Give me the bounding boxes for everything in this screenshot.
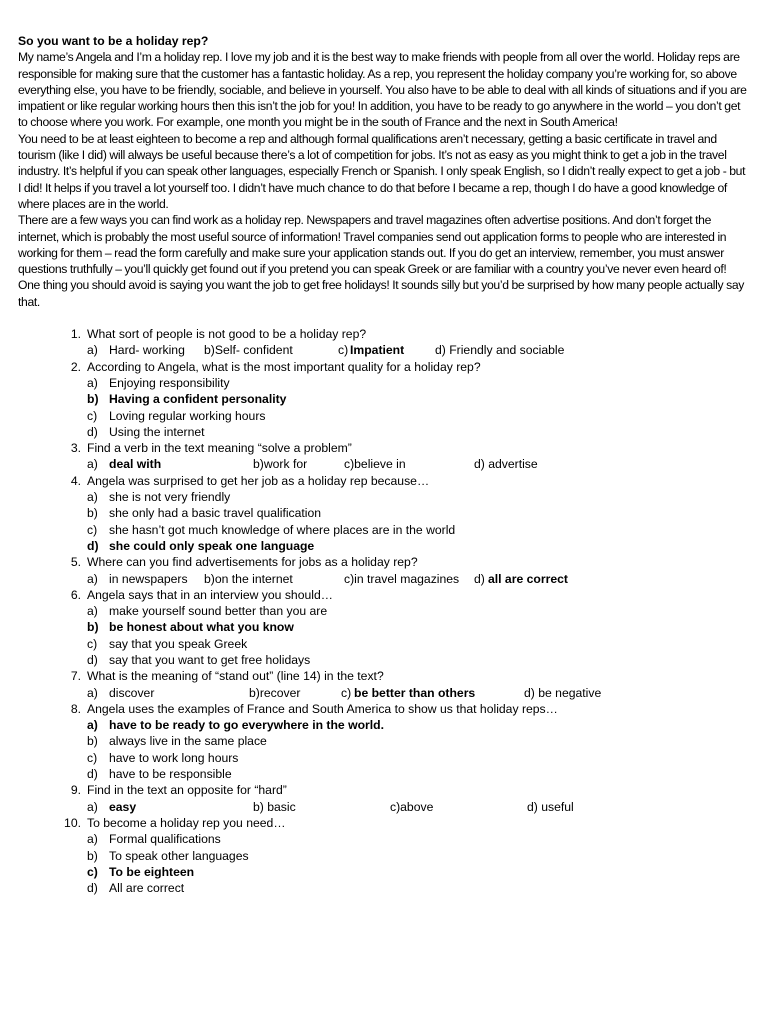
- option-c: [64, 636, 750, 652]
- question-7: [64, 668, 750, 684]
- option-a: Hard- working: [109, 343, 185, 358]
- option-c: c)in travel magazines: [344, 571, 460, 586]
- option-text: have to be responsible: [109, 767, 232, 782]
- option-letter: b): [87, 620, 99, 635]
- question-number: 3.: [70, 441, 81, 456]
- option-text: Formal qualifications: [109, 832, 221, 847]
- option-text: she could only speak one language: [109, 538, 315, 553]
- question-text: Angela uses the examples of France and South America to show us that holiday reps…: [87, 701, 558, 716]
- option-b: b)work for: [253, 457, 308, 472]
- question-text: According to Angela, what is the most important quality for a holiday rep?: [87, 359, 481, 374]
- option-text: make yourself sound better than you are: [109, 604, 328, 619]
- paragraph-3: There are a few ways you can find work as a holiday rep. Newspapers and travel magazines often advertise positions. And don’t forget the internet, which is probably the most useful source of information! Travel companies send out application forms to people who are interested in working for them – read the form carefully and make sure your application stands out. If you do get an interview, remember, you must answer questions truthfully – you’ll quickly get found out if you pretend you can speak Greek or are familiar with a country you’ve never even heard of! One thing you should avoid is saying you want the job to get free holidays! It sounds silly but you’d be surprised by how many people actually say that.: [18, 213, 744, 309]
- option-b: b)recover: [249, 685, 301, 700]
- question-text: Find a verb in the text meaning “solve a problem”: [87, 441, 352, 456]
- question-2: [64, 359, 750, 375]
- question-7-options: [64, 685, 750, 701]
- option-text: Loving regular working hours: [109, 408, 266, 423]
- option-letter: a): [87, 571, 98, 586]
- option-a-answer: deal with: [109, 457, 162, 472]
- option-letter: c): [87, 750, 98, 765]
- question-text: What is the meaning of “stand out” (line 14) in the text?: [87, 669, 384, 684]
- question-9-options: [64, 799, 750, 815]
- question-number: 4.: [70, 473, 81, 488]
- option-a: [64, 831, 750, 847]
- question-number: 5.: [70, 555, 81, 570]
- option-text: have to work long hours: [109, 750, 239, 765]
- option-c: [64, 408, 750, 424]
- option-letter: a): [87, 718, 98, 733]
- option-letter: a): [87, 343, 98, 358]
- option-letter: c): [87, 636, 98, 651]
- option-a: [64, 603, 750, 619]
- option-letter: d): [87, 767, 98, 782]
- question-number: 9.: [70, 783, 81, 798]
- option-b-answer: [64, 619, 750, 635]
- option-d: [64, 424, 750, 440]
- option-c: c)believe in: [344, 457, 406, 472]
- document-title: So you want to be a holiday rep?: [18, 34, 209, 48]
- option-text: To be eighteen: [109, 864, 195, 879]
- option-d-answer: [64, 538, 750, 554]
- question-text: Angela says that in an interview you should…: [87, 587, 333, 602]
- option-letter: a): [87, 832, 98, 847]
- option-a: discover: [109, 685, 155, 700]
- option-letter: a): [87, 799, 98, 814]
- option-b: [64, 733, 750, 749]
- option-c-letter: c): [338, 343, 349, 358]
- option-b: b)on the internet: [204, 571, 293, 586]
- option-a: [64, 375, 750, 391]
- option-letter: d): [87, 881, 98, 896]
- option-d: d) advertise: [474, 457, 538, 472]
- question-8: [64, 701, 750, 717]
- option-b: [64, 848, 750, 864]
- question-number: 1.: [70, 327, 81, 342]
- option-text: Enjoying responsibility: [109, 375, 230, 390]
- option-c: [64, 750, 750, 766]
- paragraph-2: You need to be at least eighteen to become a rep and although formal qualifications aren’t necessary, getting a basic certificate in travel and tourism (like I did) will always be useful because there’s a lot of competition for jobs. It’s not as easy as you might think to get a job in the travel industry. It’s helpful if you can speak other languages, especially French or Spanish. I only speak English, so I didn’t really expect to get a job - but I did! It helps if you travel a lot yourself too. I didn’t have much chance to do that before I became a rep, though I do have a good knowledge of where places are in the world.: [18, 131, 746, 211]
- option-b: [64, 505, 750, 521]
- option-text: she hasn’t got much knowledge of where places are in the world: [109, 522, 456, 537]
- document-content: [18, 33, 750, 896]
- option-d-answer: all are correct: [488, 571, 568, 586]
- option-d: d) Friendly and sociable: [435, 343, 565, 358]
- question-list: [64, 326, 750, 896]
- option-letter: a): [87, 604, 98, 619]
- question-number: 8.: [70, 701, 81, 716]
- question-5: [64, 554, 750, 570]
- question-10: [64, 815, 750, 831]
- option-b-answer: [64, 391, 750, 407]
- option-letter: a): [87, 490, 98, 505]
- option-c-answer: be better than others: [354, 685, 476, 700]
- question-text: What sort of people is not good to be a holiday rep?: [87, 327, 367, 342]
- question-6: [64, 587, 750, 603]
- option-a: [64, 489, 750, 505]
- option-text: she is not very friendly: [109, 490, 231, 505]
- option-letter: d): [87, 652, 98, 667]
- option-d: [64, 766, 750, 782]
- option-b: b)Self- confident: [204, 343, 293, 358]
- question-text: Find in the text an opposite for “hard”: [87, 783, 287, 798]
- option-letter: c): [87, 522, 98, 537]
- option-letter: a): [87, 685, 98, 700]
- option-letter: d): [87, 424, 98, 439]
- option-letter: a): [87, 375, 98, 390]
- option-text: Using the internet: [109, 424, 205, 439]
- option-b: b) basic: [253, 799, 296, 814]
- option-d: [64, 880, 750, 896]
- option-c-answer: [64, 864, 750, 880]
- option-a-answer: [64, 717, 750, 733]
- option-text: say that you want to get free holidays: [109, 652, 311, 667]
- option-text: always live in the same place: [109, 734, 267, 749]
- question-9: [64, 782, 750, 798]
- option-text: To speak other languages: [109, 848, 249, 863]
- option-text: be honest about what you know: [109, 620, 294, 635]
- option-text: say that you speak Greek: [109, 636, 248, 651]
- option-letter: b): [87, 506, 98, 521]
- option-a: in newspapers: [109, 571, 188, 586]
- option-d-letter: d): [474, 571, 485, 586]
- option-text: Having a confident personality: [109, 392, 287, 407]
- question-text: Angela was surprised to get her job as a holiday rep because…: [87, 473, 430, 488]
- question-text: Where can you find advertisements for jobs as a holiday rep?: [87, 555, 418, 570]
- question-number: 6.: [70, 587, 81, 602]
- question-number: 2.: [70, 359, 81, 374]
- option-letter: b): [87, 392, 99, 407]
- question-5-options: [64, 571, 750, 587]
- question-1: [64, 326, 750, 342]
- option-letter: b): [87, 848, 98, 863]
- question-3-options: [64, 456, 750, 472]
- paragraph-1: My name’s Angela and I’m a holiday rep. I love my job and it is the best way to make friends with people from all over the world. Holiday reps are responsible for making sure that the customer has a fantastic holiday. As a rep, you represent the holiday company you’re working for, so above everything else, you have to be friendly, sociable, and believe in yourself. You also have to be able to deal with all kinds of situations and if you are impatient or like regular working hours then this isn’t the job for you! In addition, you have to be ready to go anywhere in the world – you don’t get to choose where you work. For example, one month you might be in the south of France and the next in South America!: [18, 50, 747, 130]
- option-letter: a): [87, 457, 98, 472]
- option-letter: c): [87, 864, 98, 879]
- option-d: d) useful: [527, 799, 574, 814]
- option-text: All are correct: [109, 881, 185, 896]
- option-letter: b): [87, 734, 98, 749]
- option-c: c)above: [390, 799, 434, 814]
- option-d: [64, 652, 750, 668]
- option-letter: c): [87, 408, 98, 423]
- question-number: 7.: [70, 669, 81, 684]
- option-c-answer: Impatient: [350, 343, 405, 358]
- option-d: d) be negative: [524, 685, 602, 700]
- option-c: [64, 522, 750, 538]
- question-number: 10.: [64, 815, 81, 830]
- option-text: have to be ready to go everywhere in the world.: [109, 718, 384, 733]
- option-text: she only had a basic travel qualification: [109, 506, 322, 521]
- option-c-letter: c): [341, 685, 352, 700]
- option-a-answer: easy: [109, 799, 137, 814]
- question-text: To become a holiday rep you need…: [87, 815, 286, 830]
- question-4: [64, 473, 750, 489]
- question-1-options: [64, 342, 750, 358]
- question-3: [64, 440, 750, 456]
- option-letter: d): [87, 538, 99, 553]
